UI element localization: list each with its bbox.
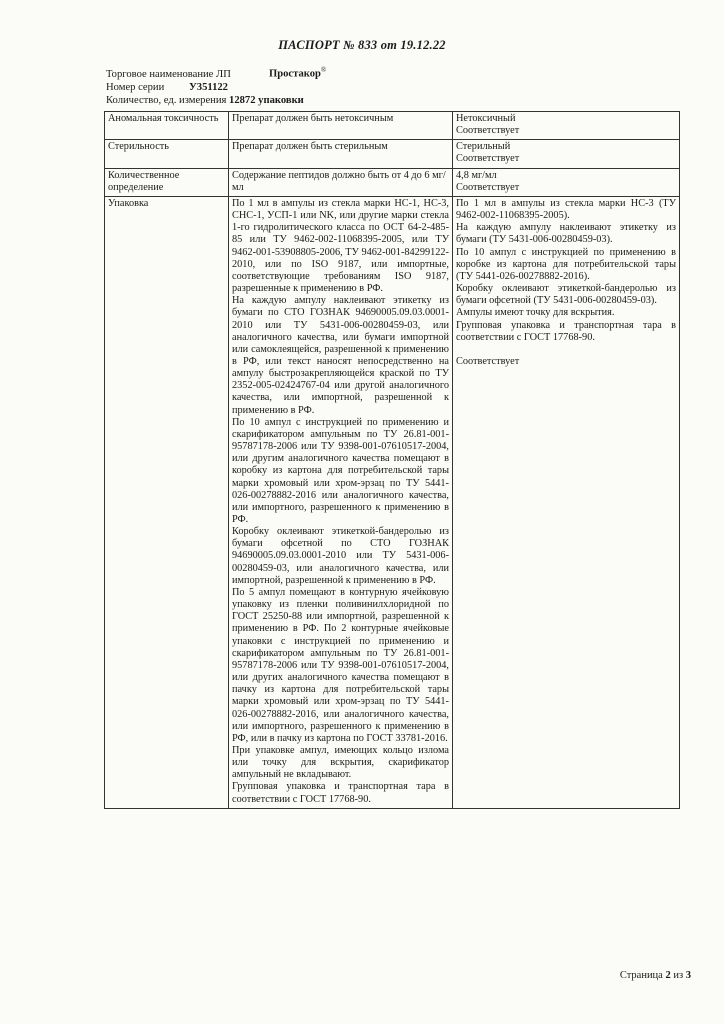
table-row — [105, 196, 680, 808]
parameter-cell: Упаковка — [105, 196, 229, 808]
trade-name-value: Простакор — [269, 68, 321, 80]
table-row — [105, 140, 680, 168]
table-row — [105, 168, 680, 196]
trade-name-row — [106, 64, 326, 81]
result-cell — [453, 140, 680, 168]
conformity-status: Соответствует — [456, 153, 520, 165]
parameter-cell: Аномальная токсичность — [105, 112, 229, 140]
result-cell — [453, 168, 680, 196]
requirement-cell: Препарат должен быть нетоксичным — [229, 112, 453, 140]
requirement-paragraph: Коробку оклеивают этикеткой-бандеролью из бумаги офсетной по СТО ГОЗНАК 94690005.09.03.0001-2010 или ТУ 5431-006-00280459-03, или аналогичного качества, или импортной, разрешенной к применению в РФ. — [232, 526, 449, 586]
conformity-status: Соответствует — [456, 181, 520, 193]
result-value: Нетоксичный — [456, 113, 516, 124]
registered-mark: ® — [320, 66, 327, 74]
result-paragraph: Групповая упаковка и транспортная тара в соответствии с ГОСТ 17768-90. — [456, 319, 676, 343]
specification-table — [104, 111, 680, 809]
series-row — [106, 81, 326, 94]
requirement-paragraph: По 1 мл в ампулы из стекла марки НС-1, НС-3, СНС-1, УСП-1 или NK, или другие марки стекла 1-го гидролитического класса по ОСТ 64-2-485-85 или ТУ 9462-002-11068395-2005, или ТУ 9462-001-53908805-2006, ТУ 9462-001-84299122-2010, или по ISO 9187, или импортные, соответствующие требованиям ISO 9187, разрешенные к применению в РФ. — [232, 197, 449, 295]
conformity-status: Соответствует — [456, 355, 520, 367]
requirement-paragraph: По 10 ампул с инструкцией по применению и скарификатором ампульным по ТУ 26.81-001-95787178-2006 или ТУ 9398-001-07610517-2004, или другим аналогичного качества помещают в коробку из картона для потребительской тары марки хромовый или хром-эрзац по ТУ 5441-026-00278882-2016 или аналогичного качества, или импортного, разрешенного к применению в РФ. — [232, 416, 449, 525]
requirement-paragraph: По 5 ампул помещают в контурную ячейковую упаковку из пленки поливинилхлоридной по ГОСТ 25250-88 или импортной, разрешенной к применению в РФ. По 2 контурные ячейковые упаковки с инструкцией по применению и скарификатором ампульным по ТУ 26.81-001-95787178-2006 или ТУ 9398-001-07610517-2004, или других аналогичного качества помещают в пачку из картона для потребительской тары марки хромовый или хром-эрзац по ТУ 5441-026-00278882-2016, или аналогичного качества, или импортного, разрешенного к применению в РФ, или в пачку из картона по ГОСТ 33781-2016. — [232, 586, 449, 744]
product-meta — [106, 64, 326, 107]
table-row — [105, 112, 680, 140]
series-value: У351122 — [189, 81, 228, 93]
quantity-value: 12872 упаковки — [229, 94, 304, 106]
result-paragraph: Ампулы имеют точку для вскрытия. — [456, 307, 615, 319]
result-value: Стерильный — [456, 141, 511, 153]
result-value: 4,8 мг/мл — [456, 169, 497, 181]
parameter-cell: Количественное определение — [105, 168, 229, 196]
result-paragraph: По 10 ампул с инструкцией по применению в коробке из картона для потребительской тары (ТУ 5441-026-00278882-2016). — [456, 246, 676, 282]
page-of: из — [673, 970, 684, 981]
requirement-paragraph: Групповая упаковка и транспортная тара в соответствии с ГОСТ 17768-90. — [232, 781, 449, 805]
quantity-row — [106, 94, 326, 107]
result-cell — [453, 112, 680, 140]
document-title: ПАСПОРТ № 833 от 19.12.22 — [278, 38, 446, 52]
requirement-cell — [229, 196, 453, 808]
requirement-cell: Содержание пептидов должно быть от 4 до 6 мг/мл — [229, 168, 453, 196]
result-cell — [453, 196, 680, 808]
page-label: Страница — [619, 970, 663, 981]
page-number — [620, 970, 691, 981]
current-page: 2 — [665, 970, 671, 981]
quantity-label: Количество, ед. измерения — [106, 94, 227, 106]
parameter-cell: Стерильность — [105, 140, 229, 168]
total-pages: 3 — [685, 970, 691, 981]
requirement-paragraph: При упаковке ампул, имеющих кольцо излома или точку для вскрытия, скарификатор ампульный не вкладывают. — [232, 744, 449, 781]
trade-name-label: Торговое наименование ЛП — [106, 68, 231, 80]
requirement-paragraph: На каждую ампулу наклеивают этикетку из бумаги по СТО ГОЗНАК 94690005.09.03.0001-2010 или ТУ 5431-006-00280459-03, или аналогичного качества, или бумаги импортной или самоклеящейся, разрешенной к применению в РФ, или текст наносят непосредственно на ампулу быстрозакрепляющейся краской по ТУ 2352-005-02424767-04 или другой аналогичного качества, или импортной, разрешенной к применению в РФ. — [232, 295, 449, 416]
requirement-cell: Препарат должен быть стерильным — [229, 140, 453, 168]
result-paragraph: Коробку оклеивают этикеткой-бандеролью из бумаги офсетной (ТУ 5431-006-00280459-03). — [456, 283, 676, 307]
series-label: Номер серии — [106, 81, 165, 93]
result-paragraph: На каждую ампулу наклеивают этикетку из бумаги (ТУ 5431-006-00280459-03). — [456, 222, 676, 246]
conformity-status: Соответствует — [456, 125, 520, 137]
result-paragraph: По 1 мл в ампулы из стекла марки НС-3 (ТУ 9462-002-11068395-2005). — [456, 197, 676, 222]
